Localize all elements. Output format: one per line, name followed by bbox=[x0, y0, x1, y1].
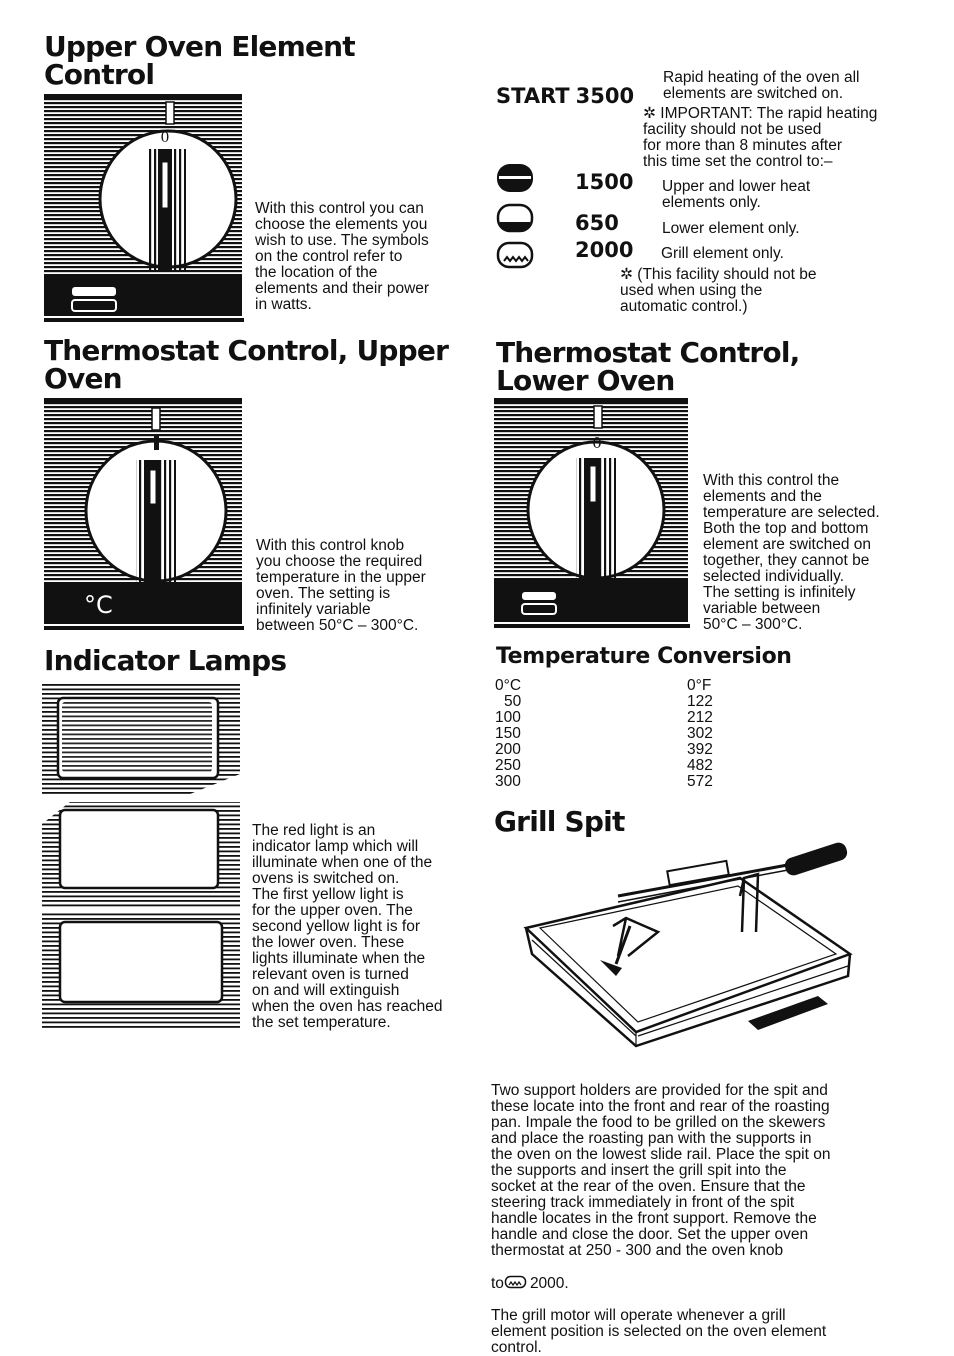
knob-zero-mark: 0 bbox=[592, 434, 602, 452]
section-title-upper-element bbox=[44, 30, 355, 91]
title-line: Thermostat Control, Upper bbox=[44, 334, 449, 367]
lamps-drawing bbox=[40, 684, 244, 1034]
top-bottom-element-icon bbox=[496, 163, 534, 193]
upper-thermostat-knob-illustration bbox=[44, 398, 246, 634]
upper-element-knob-illustration bbox=[44, 94, 246, 324]
fahrenheit-cell: 122 bbox=[687, 693, 713, 710]
fahrenheit-cell: 302 bbox=[687, 725, 713, 742]
section-title-temperature-conversion: Temperature Conversion bbox=[496, 644, 792, 669]
temperature-conversion-table bbox=[495, 678, 713, 790]
setting-watts: 1500 bbox=[575, 170, 634, 194]
setting-icon-650 bbox=[496, 203, 534, 233]
fahrenheit-cell: 482 bbox=[687, 757, 713, 774]
celsius-cell: 300 bbox=[495, 773, 521, 790]
section-title-indicator-lamps: Indicator Lamps bbox=[44, 644, 287, 677]
title-line: Lower Oven bbox=[496, 364, 675, 397]
fahrenheit-cell: 212 bbox=[687, 709, 713, 726]
setting-watts: 2000 bbox=[575, 238, 634, 262]
fahrenheit-cell: 572 bbox=[687, 773, 713, 790]
to-word: to bbox=[491, 1275, 504, 1292]
upper-thermostat-description: With this control knob you choose the required temperature in the upper oven. The setting is infinitely variable between 50°C – 300°C. bbox=[256, 537, 426, 634]
celsius-cell: 50 bbox=[504, 693, 522, 710]
knob-zero-mark: 0 bbox=[160, 130, 170, 146]
roasting-pan-drawing bbox=[518, 836, 858, 1052]
celsius-cell: 100 bbox=[495, 709, 521, 726]
title-line: Thermostat Control, bbox=[496, 336, 800, 369]
knob-drawing bbox=[44, 94, 246, 324]
upper-element-description: With this control you can choose the elements you wish to use. The symbols on the control refer to the location of the elements and their power in watts. bbox=[255, 200, 430, 313]
table-row bbox=[495, 742, 713, 758]
setting-icon-1500 bbox=[496, 163, 534, 193]
celsius-cell: 250 bbox=[495, 757, 521, 774]
start-label: START bbox=[496, 84, 570, 108]
setting-icon-2000 bbox=[496, 241, 534, 269]
lower-thermostat-knob-illustration bbox=[494, 398, 692, 632]
start-setting-row bbox=[496, 84, 634, 108]
lower-element-icon bbox=[496, 203, 534, 233]
grill-element-icon bbox=[504, 1275, 528, 1289]
automatic-control-footnote: ✲ (This facility should not be used when using the automatic control.) bbox=[620, 266, 817, 315]
grill-spit-instructions bbox=[491, 1067, 891, 1356]
table-row bbox=[495, 726, 713, 742]
table-row bbox=[495, 694, 713, 710]
title-line: Control bbox=[44, 58, 155, 91]
instructions-paragraph: The grill motor will operate whenever a grill element position is selected on the oven element control. bbox=[491, 1307, 827, 1356]
indicator-lamps-description: The red light is an indicator lamp which will illuminate when one of the ovens is switched on. The first yellow light is for the upper oven. The second yellow light is for the lower oven. These lights illuminate when the relevant oven is turned on and will extinguish when the oven has reached the set temperature. bbox=[252, 822, 443, 1031]
section-title-upper-thermostat bbox=[44, 334, 449, 395]
title-line: Upper Oven Element bbox=[44, 30, 355, 63]
setting-desc: Upper and lower heat elements only. bbox=[662, 178, 811, 211]
celsius-header: 0°C bbox=[495, 677, 522, 694]
fahrenheit-header: 0°F bbox=[687, 677, 712, 694]
table-row bbox=[495, 678, 713, 694]
knob-drawing bbox=[44, 398, 246, 634]
knob-drawing bbox=[494, 398, 692, 632]
table-row bbox=[495, 758, 713, 774]
grill-element-icon bbox=[496, 241, 534, 269]
instructions-paragraph: Two support holders are provided for the spit and these locate into the front and rear of the roasting pan. Impale the food to be grilled on the skewers and place the roasting pan with the supports in the oven on the lowest slide rail. Place the spit on the supports and insert the grill spit into the socket at the rear of the oven. Ensure that the steering track immediately in front of the spit handle locates in the front support. Remove the handle and close the door. Set the upper oven thermostat at 250 - 300 and the oven knob bbox=[491, 1082, 831, 1259]
fahrenheit-cell: 392 bbox=[687, 741, 713, 758]
important-note: ✲ IMPORTANT: The rapid heating facility should not be used for more than 8 minutes after this time set the control to:– bbox=[643, 105, 878, 170]
setting-value: 2000. bbox=[529, 1275, 569, 1292]
table-row bbox=[495, 774, 713, 790]
section-title-lower-thermostat bbox=[496, 336, 800, 397]
start-watts: 3500 bbox=[575, 84, 635, 108]
lower-thermostat-description: With this control the elements and the temperature are selected. Both the top and bottom element are switched on together, they cannot be selected individually. The setting is infinitely variable between 50°C – 300°C. bbox=[703, 472, 880, 633]
title-line: Oven bbox=[44, 362, 122, 395]
celsius-symbol: °C bbox=[84, 591, 113, 619]
indicator-lamps-illustration bbox=[40, 684, 244, 1034]
setting-watts: 650 bbox=[575, 211, 619, 235]
setting-desc: Lower element only. bbox=[662, 220, 800, 237]
celsius-cell: 150 bbox=[495, 725, 521, 742]
celsius-cell: 200 bbox=[495, 741, 521, 758]
grill-spit-illustration bbox=[518, 836, 858, 1052]
table-row bbox=[495, 710, 713, 726]
setting-desc: Grill element only. bbox=[661, 245, 784, 262]
start-description: Rapid heating of the oven all elements are switched on. bbox=[663, 69, 860, 102]
section-title-grill-spit: Grill Spit bbox=[494, 805, 625, 838]
